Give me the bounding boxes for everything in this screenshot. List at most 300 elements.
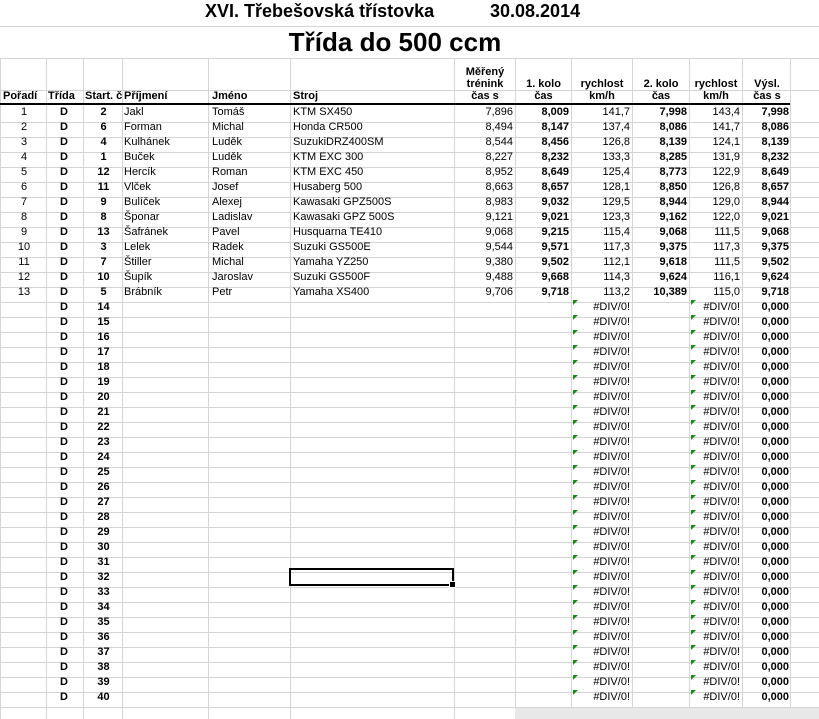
cell-rychlost1[interactable]: #DIV/0!: [573, 510, 630, 525]
cell-start[interactable]: 15: [97, 316, 110, 328]
cell-rychlost1[interactable]: #DIV/0!: [573, 390, 630, 405]
cell-start[interactable]: 18: [97, 361, 110, 373]
cell-rychlost1[interactable]: #DIV/0!: [573, 495, 630, 510]
cell-rychlost1[interactable]: #DIV/0!: [573, 300, 630, 315]
cell-start[interactable]: 13: [97, 226, 110, 238]
cell-jmeno[interactable]: Alexej: [212, 196, 242, 208]
header-mereny[interactable]: Měřený trénink čas s: [465, 66, 505, 102]
cell-mereny[interactable]: 8,544: [485, 136, 513, 148]
cell-trida[interactable]: D: [60, 301, 68, 313]
cell-trida[interactable]: D: [60, 631, 68, 643]
cell-vysl[interactable]: 9,375: [761, 241, 789, 253]
cell-jmeno[interactable]: Roman: [212, 166, 248, 178]
cell-poradi[interactable]: 1: [20, 106, 28, 118]
cell-start[interactable]: 21: [97, 406, 110, 418]
cell-start[interactable]: 27: [97, 496, 110, 508]
cell-rychlost1[interactable]: 137,4: [602, 121, 630, 133]
cell-kolo2[interactable]: 9,618: [659, 256, 687, 268]
cell-start[interactable]: 1: [100, 151, 107, 163]
cell-start[interactable]: 25: [97, 466, 110, 478]
cell-vysl[interactable]: 0,000: [761, 406, 789, 418]
cell-mereny[interactable]: 9,488: [485, 271, 513, 283]
cell-vysl[interactable]: 0,000: [761, 691, 789, 703]
cell-vysl[interactable]: 0,000: [761, 571, 789, 583]
cell-kolo2[interactable]: 8,850: [659, 181, 687, 193]
cell-rychlost2[interactable]: #DIV/0!: [691, 615, 740, 630]
cell-stroj[interactable]: KTM SX450: [293, 106, 353, 118]
cell-start[interactable]: 12: [97, 166, 110, 178]
cell-mereny[interactable]: 9,380: [485, 256, 513, 268]
cell-rychlost2[interactable]: #DIV/0!: [691, 405, 740, 420]
cell-rychlost2[interactable]: #DIV/0!: [691, 510, 740, 525]
cell-rychlost2[interactable]: #DIV/0!: [691, 600, 740, 615]
cell-kolo1[interactable]: 8,657: [541, 181, 569, 193]
cell-vysl[interactable]: 0,000: [761, 316, 789, 328]
cell-start[interactable]: 32: [97, 571, 110, 583]
cell-rychlost1[interactable]: 123,3: [602, 211, 630, 223]
cell-rychlost1[interactable]: #DIV/0!: [573, 660, 630, 675]
cell-rychlost1[interactable]: #DIV/0!: [573, 585, 630, 600]
cell-poradi[interactable]: 4: [20, 151, 28, 163]
cell-prijmeni[interactable]: Brábník: [124, 286, 162, 298]
cell-trida[interactable]: D: [60, 541, 68, 553]
cell-kolo2[interactable]: 8,944: [659, 196, 687, 208]
cell-rychlost2[interactable]: 111,5: [714, 226, 740, 238]
cell-vysl[interactable]: 0,000: [761, 616, 789, 628]
cell-rychlost2[interactable]: 122,0: [712, 211, 740, 223]
cell-rychlost1[interactable]: 113,2: [603, 286, 630, 298]
cell-start[interactable]: 40: [97, 691, 110, 703]
cell-vysl[interactable]: 9,718: [761, 286, 789, 298]
cell-rychlost2[interactable]: #DIV/0!: [691, 495, 740, 510]
cell-vysl[interactable]: 0,000: [761, 361, 789, 373]
cell-trida[interactable]: D: [60, 256, 68, 268]
cell-prijmeni[interactable]: Vlček: [124, 181, 151, 193]
cell-poradi[interactable]: 5: [20, 166, 28, 178]
cell-vysl[interactable]: 8,944: [761, 196, 789, 208]
cell-mereny[interactable]: 7,896: [485, 106, 513, 118]
cell-start[interactable]: 16: [97, 331, 110, 343]
cell-vysl[interactable]: 0,000: [761, 676, 789, 688]
cell-vysl[interactable]: 0,000: [761, 556, 789, 568]
cell-rychlost2[interactable]: #DIV/0!: [691, 570, 740, 585]
cell-vysl[interactable]: 9,624: [761, 271, 789, 283]
cell-mereny[interactable]: 8,227: [485, 151, 513, 163]
header-poradi[interactable]: Pořadí: [3, 90, 38, 102]
cell-start[interactable]: 28: [97, 511, 110, 523]
cell-start[interactable]: 24: [97, 451, 110, 463]
cell-prijmeni[interactable]: Štiller: [124, 256, 152, 268]
cell-vysl[interactable]: 0,000: [761, 301, 789, 313]
cell-kolo2[interactable]: 8,773: [659, 166, 687, 178]
cell-trida[interactable]: D: [60, 481, 68, 493]
cell-start[interactable]: 6: [100, 121, 107, 133]
cell-rychlost2[interactable]: #DIV/0!: [691, 525, 740, 540]
header-start[interactable]: Start. č: [85, 90, 122, 102]
cell-kolo1[interactable]: 9,502: [541, 256, 569, 268]
cell-rychlost2[interactable]: #DIV/0!: [691, 390, 740, 405]
cell-mereny[interactable]: 9,544: [485, 241, 513, 253]
cell-vysl[interactable]: 0,000: [761, 421, 789, 433]
cell-rychlost2[interactable]: 143,4: [712, 106, 740, 118]
cell-trida[interactable]: D: [60, 331, 68, 343]
cell-kolo2[interactable]: 7,998: [659, 106, 687, 118]
cell-rychlost1[interactable]: #DIV/0!: [573, 360, 630, 375]
cell-start[interactable]: 39: [97, 676, 110, 688]
cell-start[interactable]: 9: [100, 196, 107, 208]
cell-rychlost1[interactable]: #DIV/0!: [573, 675, 630, 690]
cell-prijmeni[interactable]: Šupík: [124, 271, 153, 283]
cell-kolo1[interactable]: 8,147: [541, 121, 569, 133]
cell-mereny[interactable]: 9,121: [485, 211, 513, 223]
cell-rychlost1[interactable]: 129,5: [602, 196, 630, 208]
cell-trida[interactable]: D: [60, 661, 68, 673]
cell-stroj[interactable]: Suzuki GS500F: [293, 271, 371, 283]
cell-trida[interactable]: D: [60, 346, 68, 358]
cell-mereny[interactable]: 9,068: [485, 226, 513, 238]
cell-start[interactable]: 36: [97, 631, 110, 643]
cell-rychlost1[interactable]: 141,7: [602, 106, 630, 118]
cell-vysl[interactable]: 9,068: [761, 226, 789, 238]
cell-start[interactable]: 34: [97, 601, 110, 613]
cell-start[interactable]: 2: [100, 106, 107, 118]
header-rychlost2[interactable]: rychlost km/h: [694, 78, 738, 102]
cell-vysl[interactable]: 0,000: [761, 481, 789, 493]
cell-vysl[interactable]: 0,000: [761, 631, 789, 643]
cell-mereny[interactable]: 9,706: [485, 286, 513, 298]
cell-trida[interactable]: D: [60, 196, 68, 208]
cell-rychlost1[interactable]: 112,1: [603, 256, 630, 268]
cell-prijmeni[interactable]: Šafránek: [124, 226, 169, 238]
cell-vysl[interactable]: 0,000: [761, 346, 789, 358]
cell-rychlost2[interactable]: #DIV/0!: [691, 555, 740, 570]
cell-kolo1[interactable]: 8,009: [541, 106, 569, 118]
cell-kolo1[interactable]: 9,032: [541, 196, 569, 208]
cell-vysl[interactable]: 0,000: [761, 376, 789, 388]
cell-trida[interactable]: D: [60, 361, 68, 373]
cell-rychlost1[interactable]: #DIV/0!: [573, 690, 630, 705]
cell-mereny[interactable]: 8,494: [485, 121, 513, 133]
cell-vysl[interactable]: 8,139: [761, 136, 789, 148]
cell-stroj[interactable]: Yamaha XS400: [293, 286, 370, 298]
cell-trida[interactable]: D: [60, 166, 68, 178]
cell-trida[interactable]: D: [60, 526, 68, 538]
cell-trida[interactable]: D: [60, 121, 68, 133]
cell-stroj[interactable]: Husaberg 500: [293, 181, 363, 193]
header-vysl[interactable]: Výsl. čas s: [753, 78, 781, 102]
cell-jmeno[interactable]: Josef: [212, 181, 239, 193]
cell-start[interactable]: 23: [97, 436, 110, 448]
cell-trida[interactable]: D: [60, 556, 68, 568]
cell-rychlost2[interactable]: 115,0: [713, 286, 740, 298]
cell-kolo1[interactable]: 9,215: [541, 226, 569, 238]
cell-prijmeni[interactable]: Bulíček: [124, 196, 161, 208]
cell-stroj[interactable]: KTM EXC 450: [293, 166, 364, 178]
cell-trida[interactable]: D: [60, 106, 68, 118]
cell-rychlost1[interactable]: #DIV/0!: [573, 480, 630, 495]
cell-rychlost2[interactable]: #DIV/0!: [691, 690, 740, 705]
cell-rychlost1[interactable]: #DIV/0!: [573, 540, 630, 555]
cell-rychlost1[interactable]: #DIV/0!: [573, 345, 630, 360]
cell-start[interactable]: 30: [97, 541, 110, 553]
header-prijmeni[interactable]: Příjmení: [124, 90, 168, 102]
cell-trida[interactable]: D: [60, 571, 68, 583]
cell-rychlost1[interactable]: #DIV/0!: [573, 375, 630, 390]
cell-rychlost2[interactable]: 111,5: [714, 256, 740, 268]
cell-start[interactable]: 11: [97, 181, 110, 193]
cell-start[interactable]: 17: [97, 346, 110, 358]
cell-mereny[interactable]: 8,983: [485, 196, 513, 208]
header-stroj[interactable]: Stroj: [293, 90, 319, 102]
cell-rychlost1[interactable]: #DIV/0!: [573, 645, 630, 660]
cell-rychlost1[interactable]: 125,4: [602, 166, 630, 178]
cell-vysl[interactable]: 9,502: [761, 256, 789, 268]
cell-rychlost2[interactable]: 124,1: [712, 136, 740, 148]
cell-rychlost2[interactable]: #DIV/0!: [691, 330, 740, 345]
cell-stroj[interactable]: Kawasaki GPZ 500S: [293, 211, 395, 223]
cell-vysl[interactable]: 0,000: [761, 586, 789, 598]
cell-trida[interactable]: D: [60, 646, 68, 658]
cell-rychlost2[interactable]: #DIV/0!: [691, 540, 740, 555]
cell-start[interactable]: 31: [97, 556, 110, 568]
cell-kolo2[interactable]: 9,375: [659, 241, 687, 253]
cell-trida[interactable]: D: [60, 286, 68, 298]
cell-prijmeni[interactable]: Kulhánek: [124, 136, 170, 148]
cell-kolo2[interactable]: 8,285: [659, 151, 687, 163]
cell-rychlost2[interactable]: #DIV/0!: [691, 645, 740, 660]
cell-poradi[interactable]: 2: [20, 121, 28, 133]
cell-rychlost1[interactable]: #DIV/0!: [573, 630, 630, 645]
cell-kolo1[interactable]: 8,456: [541, 136, 569, 148]
cell-vysl[interactable]: 0,000: [761, 646, 789, 658]
cell-jmeno[interactable]: Tomáš: [212, 106, 245, 118]
cell-poradi[interactable]: 3: [20, 136, 28, 148]
cell-vysl[interactable]: 7,998: [761, 106, 789, 118]
cell-trida[interactable]: D: [60, 241, 68, 253]
cell-prijmeni[interactable]: Buček: [124, 151, 155, 163]
cell-rychlost2[interactable]: #DIV/0!: [691, 450, 740, 465]
cell-stroj[interactable]: Honda CR500: [293, 121, 363, 133]
cell-rychlost2[interactable]: #DIV/0!: [691, 465, 740, 480]
cell-prijmeni[interactable]: Hercík: [124, 166, 156, 178]
cell-rychlost1[interactable]: 128,1: [602, 181, 630, 193]
cell-start[interactable]: 5: [100, 286, 107, 298]
header-kolo1[interactable]: 1. kolo čas: [526, 78, 561, 102]
cell-vysl[interactable]: 0,000: [761, 526, 789, 538]
cell-rychlost1[interactable]: #DIV/0!: [573, 555, 630, 570]
cell-rychlost1[interactable]: 114,3: [603, 271, 630, 283]
cell-vysl[interactable]: 0,000: [761, 496, 789, 508]
cell-poradi[interactable]: 11: [18, 256, 30, 268]
cell-trida[interactable]: D: [60, 511, 68, 523]
cell-vysl[interactable]: 0,000: [761, 451, 789, 463]
cell-start[interactable]: 38: [97, 661, 110, 673]
cell-poradi[interactable]: 6: [20, 181, 28, 193]
cell-rychlost2[interactable]: #DIV/0!: [691, 585, 740, 600]
cell-vysl[interactable]: 0,000: [761, 466, 789, 478]
cell-trida[interactable]: D: [60, 451, 68, 463]
cell-start[interactable]: 33: [97, 586, 110, 598]
cell-rychlost2[interactable]: #DIV/0!: [691, 375, 740, 390]
cell-trida[interactable]: D: [60, 376, 68, 388]
cell-rychlost1[interactable]: #DIV/0!: [573, 420, 630, 435]
cell-rychlost1[interactable]: #DIV/0!: [573, 615, 630, 630]
cell-rychlost1[interactable]: 133,3: [602, 151, 630, 163]
cell-trida[interactable]: D: [60, 391, 68, 403]
cell-trida[interactable]: D: [60, 436, 68, 448]
cell-start[interactable]: 35: [97, 616, 110, 628]
cell-rychlost2[interactable]: 129,0: [712, 196, 740, 208]
cell-stroj[interactable]: Husquarna TE410: [293, 226, 383, 238]
cell-vysl[interactable]: 0,000: [761, 391, 789, 403]
cell-start[interactable]: 26: [97, 481, 110, 493]
cell-vysl[interactable]: 8,657: [761, 181, 789, 193]
cell-jmeno[interactable]: Luděk: [212, 136, 242, 148]
cell-rychlost2[interactable]: 122,9: [712, 166, 740, 178]
cell-rychlost1[interactable]: 126,8: [602, 136, 630, 148]
cell-vysl[interactable]: 0,000: [761, 601, 789, 613]
cell-rychlost2[interactable]: 126,8: [712, 181, 740, 193]
cell-start[interactable]: 20: [97, 391, 110, 403]
cell-stroj[interactable]: KTM EXC 300: [293, 151, 364, 163]
cell-poradi[interactable]: 8: [20, 211, 28, 223]
cell-prijmeni[interactable]: Forman: [124, 121, 162, 133]
cell-rychlost2[interactable]: #DIV/0!: [691, 420, 740, 435]
cell-rychlost2[interactable]: #DIV/0!: [691, 660, 740, 675]
cell-start[interactable]: 14: [97, 301, 110, 313]
header-rychlost1[interactable]: rychlost km/h: [580, 78, 624, 102]
cell-kolo2[interactable]: 8,086: [659, 121, 687, 133]
cell-kolo1[interactable]: 8,649: [541, 166, 569, 178]
cell-trida[interactable]: D: [60, 271, 68, 283]
cell-start[interactable]: 3: [100, 241, 107, 253]
cell-vysl[interactable]: 8,232: [761, 151, 789, 163]
cell-trida[interactable]: D: [60, 676, 68, 688]
cell-rychlost2[interactable]: 141,7: [712, 121, 740, 133]
cell-poradi[interactable]: 7: [20, 196, 28, 208]
cell-trida[interactable]: D: [60, 406, 68, 418]
header-trida[interactable]: Třída: [48, 90, 75, 102]
cell-trida[interactable]: D: [60, 136, 68, 148]
cell-jmeno[interactable]: Michal: [212, 121, 244, 133]
cell-start[interactable]: 10: [97, 271, 110, 283]
cell-jmeno[interactable]: Pavel: [212, 226, 240, 238]
cell-vysl[interactable]: 8,086: [761, 121, 789, 133]
cell-poradi[interactable]: 13: [17, 286, 31, 298]
cell-vysl[interactable]: 0,000: [761, 661, 789, 673]
cell-rychlost1[interactable]: 115,4: [603, 226, 630, 238]
cell-start[interactable]: 8: [100, 211, 107, 223]
cell-rychlost1[interactable]: #DIV/0!: [573, 315, 630, 330]
cell-rychlost2[interactable]: #DIV/0!: [691, 360, 740, 375]
cell-jmeno[interactable]: Luděk: [212, 151, 242, 163]
cell-jmeno[interactable]: Radek: [212, 241, 244, 253]
cell-stroj[interactable]: Suzuki GS500E: [293, 241, 371, 253]
cell-rychlost1[interactable]: 117,3: [603, 241, 630, 253]
cell-mereny[interactable]: 8,952: [485, 166, 513, 178]
cell-trida[interactable]: D: [60, 226, 68, 238]
cell-vysl[interactable]: 0,000: [761, 511, 789, 523]
cell-rychlost2[interactable]: 117,3: [713, 241, 740, 253]
cell-jmeno[interactable]: Jaroslav: [212, 271, 253, 283]
cell-trida[interactable]: D: [60, 691, 68, 703]
cell-kolo2[interactable]: 9,068: [659, 226, 687, 238]
cell-start[interactable]: 37: [97, 646, 110, 658]
cell-rychlost2[interactable]: #DIV/0!: [691, 480, 740, 495]
cell-rychlost2[interactable]: #DIV/0!: [691, 300, 740, 315]
cell-mereny[interactable]: 8,663: [485, 181, 513, 193]
cell-rychlost1[interactable]: #DIV/0!: [573, 465, 630, 480]
cell-trida[interactable]: D: [60, 616, 68, 628]
cell-rychlost2[interactable]: #DIV/0!: [691, 315, 740, 330]
cell-kolo1[interactable]: 8,232: [541, 151, 569, 163]
cell-vysl[interactable]: 0,000: [761, 331, 789, 343]
cell-trida[interactable]: D: [60, 151, 68, 163]
cell-kolo1[interactable]: 9,668: [541, 271, 569, 283]
cell-rychlost1[interactable]: #DIV/0!: [573, 435, 630, 450]
cell-rychlost1[interactable]: #DIV/0!: [573, 570, 630, 585]
cell-trida[interactable]: D: [60, 181, 68, 193]
cell-rychlost1[interactable]: #DIV/0!: [573, 330, 630, 345]
cell-rychlost1[interactable]: #DIV/0!: [573, 525, 630, 540]
cell-start[interactable]: 29: [97, 526, 110, 538]
cell-jmeno[interactable]: Ladislav: [212, 211, 253, 223]
cell-kolo2[interactable]: 9,162: [659, 211, 687, 223]
cell-rychlost2[interactable]: #DIV/0!: [691, 675, 740, 690]
selected-cell[interactable]: [289, 568, 454, 586]
cell-stroj[interactable]: SuzukiDRZ400SM: [293, 136, 384, 148]
cell-kolo2[interactable]: 8,139: [659, 136, 687, 148]
cell-vysl[interactable]: 0,000: [761, 541, 789, 553]
cell-trida[interactable]: D: [60, 211, 68, 223]
cell-poradi[interactable]: 12: [17, 271, 31, 283]
cell-kolo1[interactable]: 9,021: [541, 211, 569, 223]
cell-prijmeni[interactable]: Lelek: [124, 241, 151, 253]
cell-kolo2[interactable]: 9,624: [659, 271, 687, 283]
cell-start[interactable]: 7: [100, 256, 107, 268]
cell-poradi[interactable]: 9: [20, 226, 28, 238]
cell-rychlost2[interactable]: 131,9: [712, 151, 740, 163]
cell-trida[interactable]: D: [60, 586, 68, 598]
cell-trida[interactable]: D: [60, 421, 68, 433]
cell-rychlost2[interactable]: 116,1: [713, 271, 740, 283]
cell-vysl[interactable]: 8,649: [761, 166, 789, 178]
cell-trida[interactable]: D: [60, 601, 68, 613]
cell-rychlost2[interactable]: #DIV/0!: [691, 345, 740, 360]
cell-start[interactable]: 22: [97, 421, 110, 433]
cell-rychlost2[interactable]: #DIV/0!: [691, 435, 740, 450]
cell-prijmeni[interactable]: Jakl: [124, 106, 144, 118]
cell-vysl[interactable]: 9,021: [761, 211, 789, 223]
cell-stroj[interactable]: Yamaha YZ250: [293, 256, 369, 268]
cell-kolo2[interactable]: 10,389: [653, 286, 687, 298]
cell-kolo1[interactable]: 9,718: [541, 286, 569, 298]
cell-prijmeni[interactable]: Šponar: [124, 211, 160, 223]
cell-rychlost2[interactable]: #DIV/0!: [691, 630, 740, 645]
cell-jmeno[interactable]: Michal: [212, 256, 244, 268]
cell-trida[interactable]: D: [60, 316, 68, 328]
cell-stroj[interactable]: Kawasaki GPZ500S: [293, 196, 392, 208]
cell-trida[interactable]: D: [60, 496, 68, 508]
header-kolo2[interactable]: 2. kolo čas: [643, 78, 679, 102]
cell-jmeno[interactable]: Petr: [212, 286, 233, 298]
cell-poradi[interactable]: 10: [17, 241, 31, 253]
cell-vysl[interactable]: 0,000: [761, 436, 789, 448]
cell-rychlost1[interactable]: #DIV/0!: [573, 600, 630, 615]
header-jmeno[interactable]: Jméno: [212, 90, 248, 102]
cell-rychlost1[interactable]: #DIV/0!: [573, 405, 630, 420]
cell-start[interactable]: 19: [97, 376, 110, 388]
